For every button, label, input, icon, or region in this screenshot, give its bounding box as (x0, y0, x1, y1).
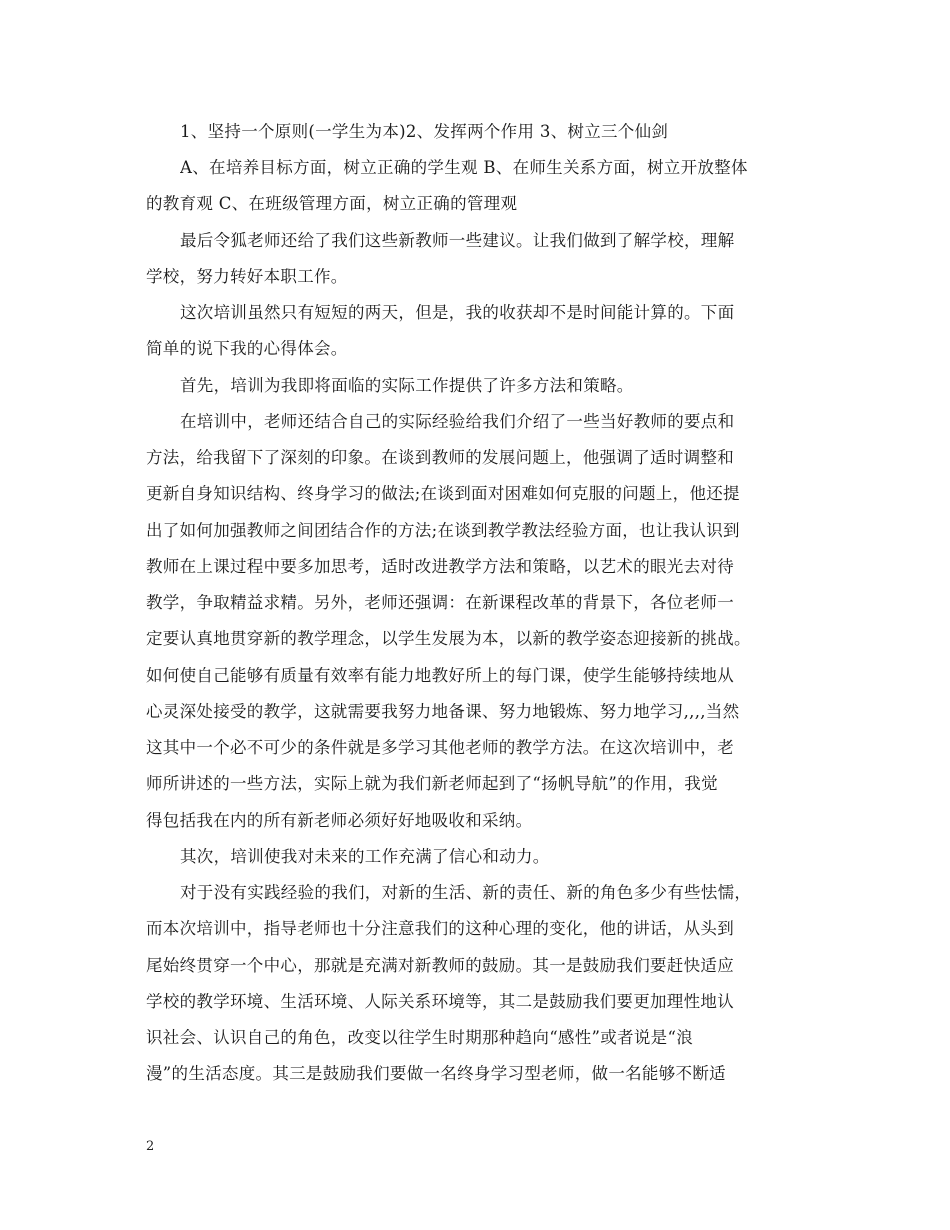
page-number: 2 (146, 1139, 155, 1154)
text-line: 教师在上课过程中要多加思考，适时改进教学方法和策略，以艺术的眼光去对待 (146, 557, 734, 576)
text-line: 而本次培训中，指导老师也十分注意我们的这种心理的变化，他的讲话，从头到 (146, 919, 734, 938)
text-line: 出了如何加强教师之间团结合作的方法;在谈到教学教法经验方面，也让我认识到 (146, 521, 740, 540)
text-line: 首先，培训为我即将面临的实际工作提供了许多方法和策略。 (180, 376, 634, 395)
text-line: 定要认真地贯穿新的教学理念，以学生发展为本，以新的教学姿态迎接新的挑战。 (146, 629, 751, 648)
text-line: 这其中一个必不可少的条件就是多学习其他老师的教学方法。在这次培训中，老 (146, 738, 734, 757)
text-line: 得包括我在内的所有新老师必须好好地吸收和采纳。 (146, 811, 533, 830)
text-line: 简单的说下我的心得体会。 (146, 339, 348, 358)
text-line: 1、坚持一个原则(一学生为本)2、发挥两个作用 3、树立三个仙剑 (180, 122, 669, 141)
text-line: 心灵深处接受的教学，这就需要我努力地备课、努力地锻炼、努力地学习,,,,当然 (146, 702, 740, 721)
text-line: 学校的教学环境、生活环境、人际关系环境等，其二是鼓励我们要更加理性地认 (146, 992, 734, 1011)
text-line: 方法，给我留下了深刻的印象。在谈到教师的发展问题上，他强调了适时调整和 (146, 448, 734, 467)
text-line: 这次培训虽然只有短短的两天，但是，我的收获却不是时间能计算的。下面 (180, 303, 735, 322)
text-line: 最后令狐老师还给了我们这些新教师一些建议。让我们做到了解学校，理解 (180, 231, 735, 250)
text-line: 识社会、认识自己的角色，改变以往学生时期那种趋向“感性”或者说是“浪 (146, 1028, 694, 1047)
text-line: 的教育观 C、在班级管理方面，树立正确的管理观 (146, 194, 518, 213)
text-line: 更新自身知识结构、终身学习的做法;在谈到面对困难如何克服的问题上，他还提 (146, 484, 740, 503)
text-line: A、在培养目标方面，树立正确的学生观 B、在师生关系方面，树立开放整体 (180, 158, 748, 177)
text-line: 如何使自己能够有质量有效率有能力地教好所上的每门课，使学生能够持续地从 (146, 666, 734, 685)
text-line: 对于没有实践经验的我们，对新的生活、新的责任、新的角色多少有些怯懦， (180, 883, 752, 902)
text-line: 漫”的生活态度。其三是鼓励我们要做一名终身学习型老师，做一名能够不断适 (146, 1064, 726, 1083)
text-line: 学校，努力转好本职工作。 (146, 267, 348, 286)
text-line: 师所讲述的一些方法，实际上就为我们新老师起到了“扬帆导航”的作用，我觉 (146, 774, 718, 793)
text-line: 其次，培训使我对未来的工作充满了信心和动力。 (180, 847, 550, 866)
text-line: 尾始终贯穿一个中心，那就是充满对新教师的鼓励。其一是鼓励我们要赶快适应 (146, 956, 734, 975)
text-line: 在培训中，老师还结合自己的实际经验给我们介绍了一些当好教师的要点和 (180, 412, 735, 431)
text-line: 教学，争取精益求精。另外，老师还强调：在新课程改革的背景下，各位老师一 (146, 593, 734, 612)
